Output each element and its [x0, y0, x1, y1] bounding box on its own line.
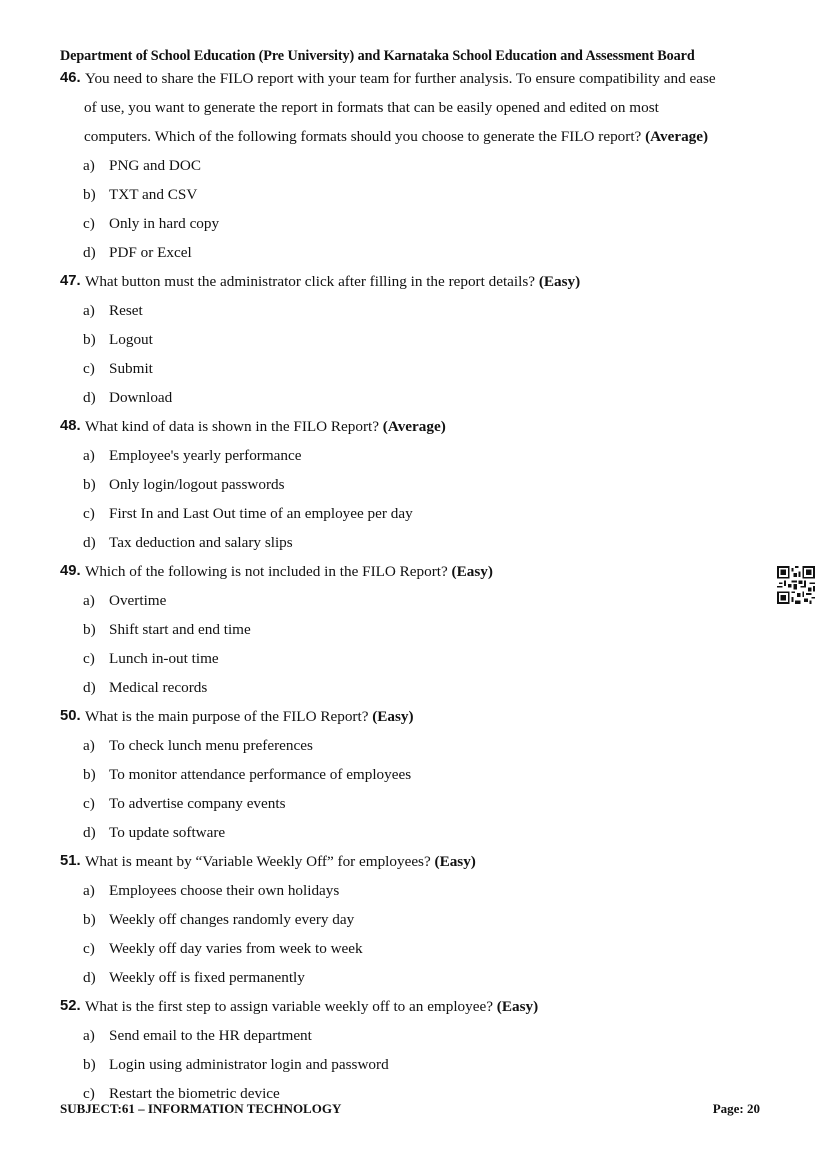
question-text-segment: What button must the administrator click after filling in the report details? [85, 273, 536, 290]
option-letter: d) [83, 679, 96, 696]
answer-option [60, 905, 780, 934]
difficulty-label: (Easy) [434, 853, 476, 870]
option-letter: c) [83, 360, 95, 377]
option-letter: c) [83, 795, 95, 812]
option-letter: b) [83, 621, 96, 638]
answer-option [60, 644, 780, 673]
question-text-segment: computers. Which of the following formats should you choose to generate the FILO report? [84, 128, 642, 145]
question-text [85, 412, 780, 441]
question-number: 48. [60, 418, 81, 434]
difficulty-label: (Easy) [372, 708, 414, 725]
footer-subject: SUBJECT:61 – INFORMATION TECHNOLOGY [60, 1101, 342, 1116]
question-text-segment: You need to share the FILO report with your team for further analysis. To ensure compatibility and ease [85, 70, 716, 87]
question-text [85, 64, 780, 93]
option-letter: d) [83, 389, 96, 406]
option-text: To monitor attendance performance of employees [109, 766, 412, 783]
question-line [60, 412, 780, 441]
option-text: Weekly off day varies from week to week [109, 940, 363, 957]
difficulty-label: (Easy) [451, 563, 493, 580]
answer-option [60, 383, 780, 412]
question-52 [60, 992, 780, 1108]
option-letter: d) [83, 534, 96, 551]
answer-option [60, 789, 780, 818]
answer-option [60, 441, 780, 470]
question-text-segment: of use, you want to generate the report in formats that can be easily opened and edited on most [84, 99, 659, 116]
option-letter: d) [83, 969, 96, 986]
option-text: PNG and DOC [109, 157, 201, 174]
option-letter: a) [83, 302, 95, 319]
question-number: 46. [60, 70, 81, 86]
option-text: Overtime [109, 592, 167, 609]
answer-option [60, 1021, 780, 1050]
answer-option [60, 615, 780, 644]
option-text: To advertise company events [109, 795, 286, 812]
answer-option [60, 209, 780, 238]
option-letter: c) [83, 940, 95, 957]
question-line [60, 847, 780, 876]
question-text-segment: What is the first step to assign variable weekly off to an employee? [85, 998, 493, 1015]
question-line [60, 267, 780, 296]
answer-option [60, 760, 780, 789]
option-text: Logout [109, 331, 153, 348]
answer-option [60, 586, 780, 615]
option-text: Tax deduction and salary slips [109, 534, 293, 551]
question-number: 50. [60, 708, 81, 724]
answer-option [60, 1050, 780, 1079]
option-text: TXT and CSV [109, 186, 198, 203]
option-text: To check lunch menu preferences [109, 737, 313, 754]
difficulty-label: (Average) [382, 418, 446, 435]
option-text: Shift start and end time [109, 621, 251, 638]
option-letter: b) [83, 331, 96, 348]
answer-option [60, 963, 780, 992]
option-letter: d) [83, 824, 96, 841]
question-text [84, 93, 780, 122]
qr-code-icon [776, 566, 816, 604]
answer-option [60, 876, 780, 905]
question-line [60, 64, 780, 93]
option-letter: c) [83, 650, 95, 667]
answer-option [60, 818, 780, 847]
option-letter: b) [83, 911, 96, 928]
option-text: PDF or Excel [109, 244, 192, 261]
option-letter: b) [83, 476, 96, 493]
option-text: Only in hard copy [109, 215, 220, 232]
option-text: Medical records [109, 679, 208, 696]
question-48 [60, 412, 780, 557]
difficulty-label: (Easy) [538, 273, 581, 290]
option-letter: c) [83, 215, 95, 232]
question-50 [60, 702, 780, 847]
answer-option [60, 528, 780, 557]
answer-option [60, 934, 780, 963]
option-text: Download [109, 389, 173, 406]
option-letter: b) [83, 766, 96, 783]
option-letter: c) [83, 1085, 95, 1102]
question-47 [60, 267, 780, 412]
question-text [85, 702, 780, 731]
option-letter: d) [83, 244, 96, 261]
question-number: 51. [60, 853, 81, 869]
option-text: Restart the biometric device [109, 1085, 280, 1102]
question-number: 47. [60, 273, 81, 289]
option-text: Employee's yearly performance [109, 447, 302, 464]
option-text: Only login/logout passwords [109, 476, 285, 493]
question-text [85, 557, 780, 586]
answer-option [60, 470, 780, 499]
question-line [60, 557, 780, 586]
question-number: 52. [60, 998, 81, 1014]
answer-option [60, 673, 780, 702]
option-text: Weekly off changes randomly every day [109, 911, 355, 928]
option-letter: b) [83, 1056, 96, 1073]
page-header: Department of School Education (Pre University) and Karnataka School Education and Assessment Board [60, 48, 695, 64]
option-text: Login using administrator login and password [109, 1056, 389, 1073]
answer-option [60, 296, 780, 325]
option-text: Submit [109, 360, 153, 377]
option-text: Reset [109, 302, 143, 319]
option-letter: a) [83, 1027, 95, 1044]
answer-option [60, 238, 780, 267]
option-text: First In and Last Out time of an employee per day [109, 505, 413, 522]
difficulty-label: (Average) [645, 128, 709, 145]
question-line [60, 122, 780, 151]
question-46 [60, 64, 780, 267]
answer-option [60, 499, 780, 528]
option-letter: a) [83, 157, 95, 174]
option-letter: b) [83, 186, 96, 203]
question-text-segment: What kind of data is shown in the FILO Report? [85, 418, 379, 435]
question-text-segment: Which of the following is not included in the FILO Report? [85, 563, 448, 580]
answer-option [60, 151, 780, 180]
question-text [85, 847, 780, 876]
option-text: To update software [109, 824, 226, 841]
question-text [85, 267, 780, 296]
answer-option [60, 354, 780, 383]
difficulty-label: (Easy) [496, 998, 539, 1015]
question-list [60, 64, 780, 1108]
option-letter: a) [83, 882, 95, 899]
option-text: Lunch in-out time [109, 650, 219, 667]
question-number: 49. [60, 563, 81, 579]
footer-page-number: Page: 20 [712, 1101, 760, 1116]
question-text-segment: What is meant by “Variable Weekly Off” for employees? [85, 853, 431, 870]
question-line [60, 702, 780, 731]
answer-option [60, 731, 780, 760]
question-text [85, 992, 780, 1021]
answer-option [60, 325, 780, 354]
question-line [60, 93, 780, 122]
question-line [60, 992, 780, 1021]
option-letter: a) [83, 737, 95, 754]
option-letter: a) [83, 592, 95, 609]
option-letter: a) [83, 447, 95, 464]
page-footer [60, 1101, 760, 1117]
option-letter: c) [83, 505, 95, 522]
option-text: Weekly off is fixed permanently [109, 969, 305, 986]
option-text: Employees choose their own holidays [109, 882, 340, 899]
question-49 [60, 557, 780, 702]
question-text-segment: What is the main purpose of the FILO Report? [85, 708, 369, 725]
question-51 [60, 847, 780, 992]
option-text: Send email to the HR department [109, 1027, 312, 1044]
answer-option [60, 180, 780, 209]
question-text [84, 122, 780, 151]
